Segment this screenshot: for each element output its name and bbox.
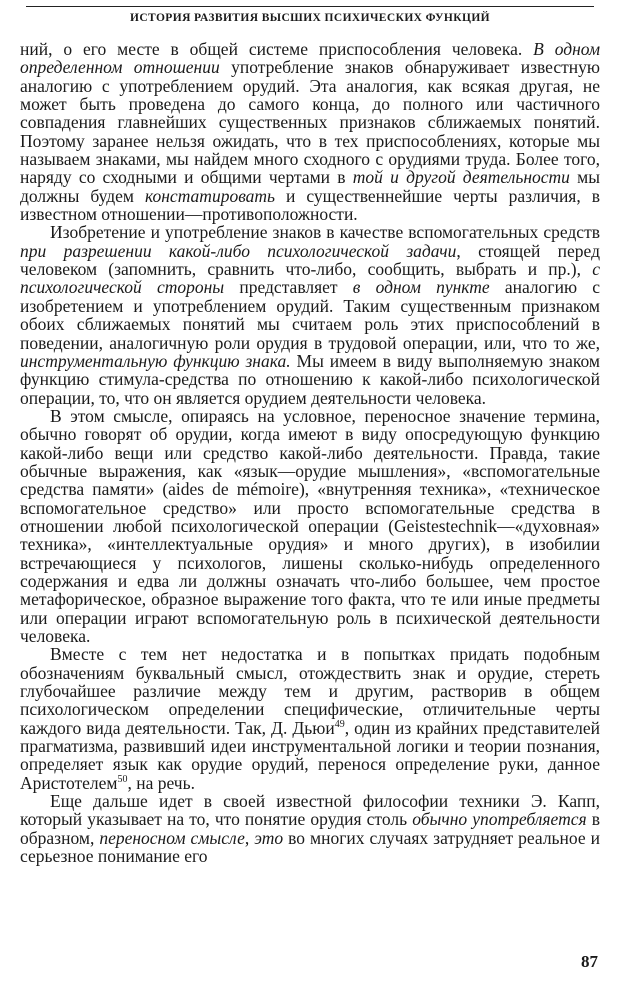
text-run: употребление знаков обнаруживает известную аналогию с употреблением орудий. Эта аналогия, как всякая другая, не может быть проведена до самого конца, до полного или частичного совпадения главнейших существенных признаков сближаемых понятий. Поэтому заранее нельзя ожидать, что в тех приспособлениях, которые мы называем знаками, мы найдем много сходного с орудиями труда. Более того, наряду со сходными и общими чертами в [20, 57, 600, 188]
text-run: , один из крайних представителей прагматизма, развивший идеи инструментальной логики и теории познания, определяет язык как орудие орудий, перенося определение руки, данное Аристотелем [20, 717, 600, 793]
text-run: , на речь. [127, 772, 195, 793]
italic-text: при разрешении какой-либо психологической задачи [20, 240, 457, 261]
paragraph [20, 792, 600, 865]
running-header [20, 6, 600, 24]
italic-text: переносном смысле [99, 827, 245, 848]
text-run: Вместе с тем нет недостатка и в попытках придать подобным обозначениям буквальный смысл, отождествить знак и орудие, стереть глубочайшее различие между тем и другим, растворив в общем психологическом определении специфические, отличительные черты каждого вида деятельности. Так, Д. Дьюи [20, 644, 600, 738]
paragraph [20, 40, 600, 223]
italic-text: констатировать [144, 185, 276, 206]
italic-text: той и другой деятельности [352, 167, 570, 188]
page-number: 87 [581, 952, 598, 971]
text-run: мы должны будем [20, 167, 600, 206]
text-run: , стоящей перед человеком (запомнить, сравнить что-либо, сообщить, выбрать и пр.), [20, 240, 600, 280]
footnote-ref: 50 [117, 773, 128, 785]
text-run: в образном, [20, 809, 600, 848]
italic-text: это [254, 827, 284, 848]
paragraph [20, 223, 600, 406]
text-run: , [244, 827, 255, 848]
italic-text: инструментальную функцию знака. [20, 350, 291, 371]
text-run: ний, о его месте в общей системе приспособления человека. [20, 39, 534, 59]
paragraph [20, 645, 600, 792]
text-run: во многих случаях затрудняет реальное и серьезное понимание его [20, 827, 600, 867]
italic-text: с психологической стороны [20, 259, 600, 298]
text-run: Мы имеем в виду выполняемую знаком функцию стимула-средства по отношению к какой-либо психологической операции, то, что он является орудием деятельности человека. [20, 350, 600, 408]
italic-text: в одном пункте [352, 277, 490, 298]
footnote-ref: 49 [334, 718, 345, 730]
italic-text: обычно употребляется [412, 809, 587, 830]
running-title: ИСТОРИЯ РАЗВИТИЯ ВЫСШИХ ПСИХИЧЕСКИХ ФУНКЦИЙ [129, 12, 491, 24]
italic-text: В одном определенном отношении [20, 39, 600, 78]
body-text [20, 40, 600, 865]
text-run: представляет [224, 277, 353, 298]
header-rule [26, 6, 594, 7]
text-run: Еще дальше идет в своей известной философии техники Э. Капп, который указывает на то, что понятие орудия столь [20, 791, 600, 830]
text-run: аналогию с изобретением и употреблением орудий. Таким существенным признаком обоих сближаемых понятий мы считаем роль этих приспособлений в поведении, аналогичную роли орудия в трудовой операции, или, что то же, [20, 277, 600, 353]
paragraph [20, 407, 600, 645]
text-run: В этом смысле, опираясь на условное, переносное значение термина, обычно говорят об орудии, когда имеют в виду опосредующую функцию какой-либо вещи или средство какой-либо деятельности. Правда, такие обычные выражения, как «язык—орудие мышления», «вспомогательные средства памяти» (aides de mémoire), «внутренняя техника», «техническое вспомогательное средство» или просто вспомогательные средства в отношении любой психологической операции (Geistestechnik—«духовная» техника», «интеллектуальные орудия» и много других), в изобилии встречающиеся у психологов, лишены сколько-нибудь определенного содержания и едва ли должны означать что-либо большее, чем простое метафорическое, образное выражение того факта, что те или иные предметы или операции играют вспомогательную роль в психической деятельности человека. [20, 405, 600, 646]
text-run: Изобретение и употребление знаков в качестве вспомогательных средств [50, 222, 600, 243]
text-run: и существеннейшие черты различия, в известном отношении—противоположности. [20, 185, 600, 225]
